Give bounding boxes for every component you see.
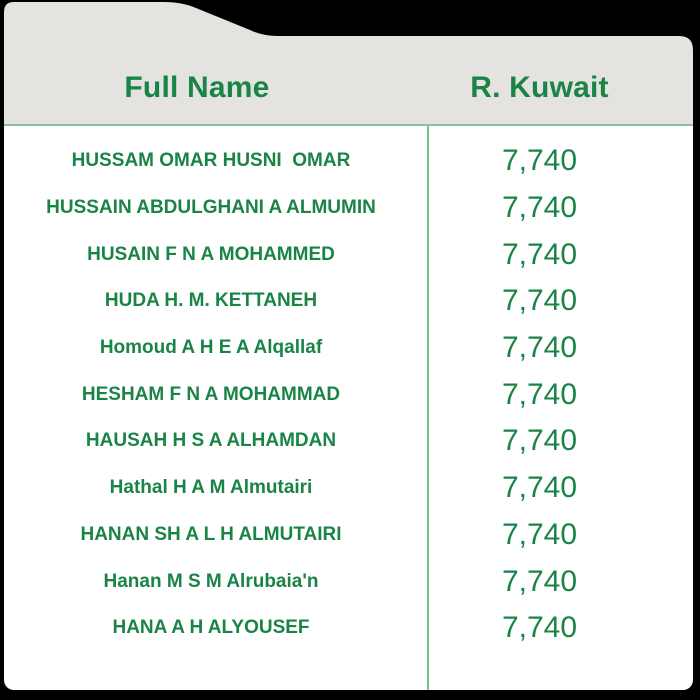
r-kuwait-value-cell: 7,740	[501, 237, 578, 271]
full-name-cell: HANA A H ALYOUSEF	[112, 617, 310, 639]
full-name-cell: HUSSAIN ABDULGHANI A ALMUMIN	[46, 197, 376, 219]
table-row[interactable]	[4, 605, 693, 652]
r-kuwait-value-cell: 7,740	[501, 564, 578, 598]
table-row[interactable]	[4, 558, 693, 605]
full-name-cell: HESHAM F N A MOHAMMAD	[81, 383, 341, 405]
full-name-cell: HAUSAH H S A ALHAMDAN	[85, 430, 337, 452]
r-kuwait-value-cell: 7,740	[501, 191, 578, 225]
r-kuwait-value-cell: 7,740	[501, 611, 578, 645]
full-name-cell: Hathal H A M Almutairi	[109, 477, 313, 499]
r-kuwait-value-cell: 7,740	[501, 424, 578, 458]
full-name-cell: HUSSAM OMAR HUSNI OMAR	[71, 150, 351, 172]
table-body	[4, 124, 693, 690]
table-header	[4, 60, 693, 116]
table-row[interactable]	[4, 465, 693, 512]
full-name-cell: HUSAIN F N A MOHAMMED	[87, 243, 335, 265]
table-row[interactable]	[4, 512, 693, 559]
full-name-cell: HANAN SH A L H ALMUTAIRI	[80, 523, 342, 545]
table-card	[4, 0, 693, 690]
r-kuwait-value-cell: 7,740	[501, 284, 578, 318]
r-kuwait-value-cell: 7,740	[501, 377, 578, 411]
r-kuwait-value-cell: 7,740	[501, 471, 578, 505]
column-header-full-name: Full Name	[124, 71, 270, 104]
r-kuwait-value-cell: 7,740	[501, 331, 578, 365]
table-row[interactable]	[4, 418, 693, 465]
table-rows	[4, 126, 693, 652]
full-name-cell: HUDA H. M. KETTANEH	[104, 290, 318, 312]
r-kuwait-value-cell: 7,740	[501, 517, 578, 551]
table-row[interactable]	[4, 325, 693, 372]
full-name-cell: Hanan M S M Alrubaia'n	[103, 570, 319, 592]
full-name-cell: Homoud A H E A Alqallaf	[99, 337, 323, 359]
r-kuwait-value-cell: 7,740	[501, 144, 578, 178]
table-row[interactable]	[4, 231, 693, 278]
column-header-r-kuwait: R. Kuwait	[470, 71, 609, 104]
table-row[interactable]	[4, 185, 693, 232]
table-row[interactable]	[4, 371, 693, 418]
table-row[interactable]	[4, 138, 693, 185]
table-row[interactable]	[4, 278, 693, 325]
